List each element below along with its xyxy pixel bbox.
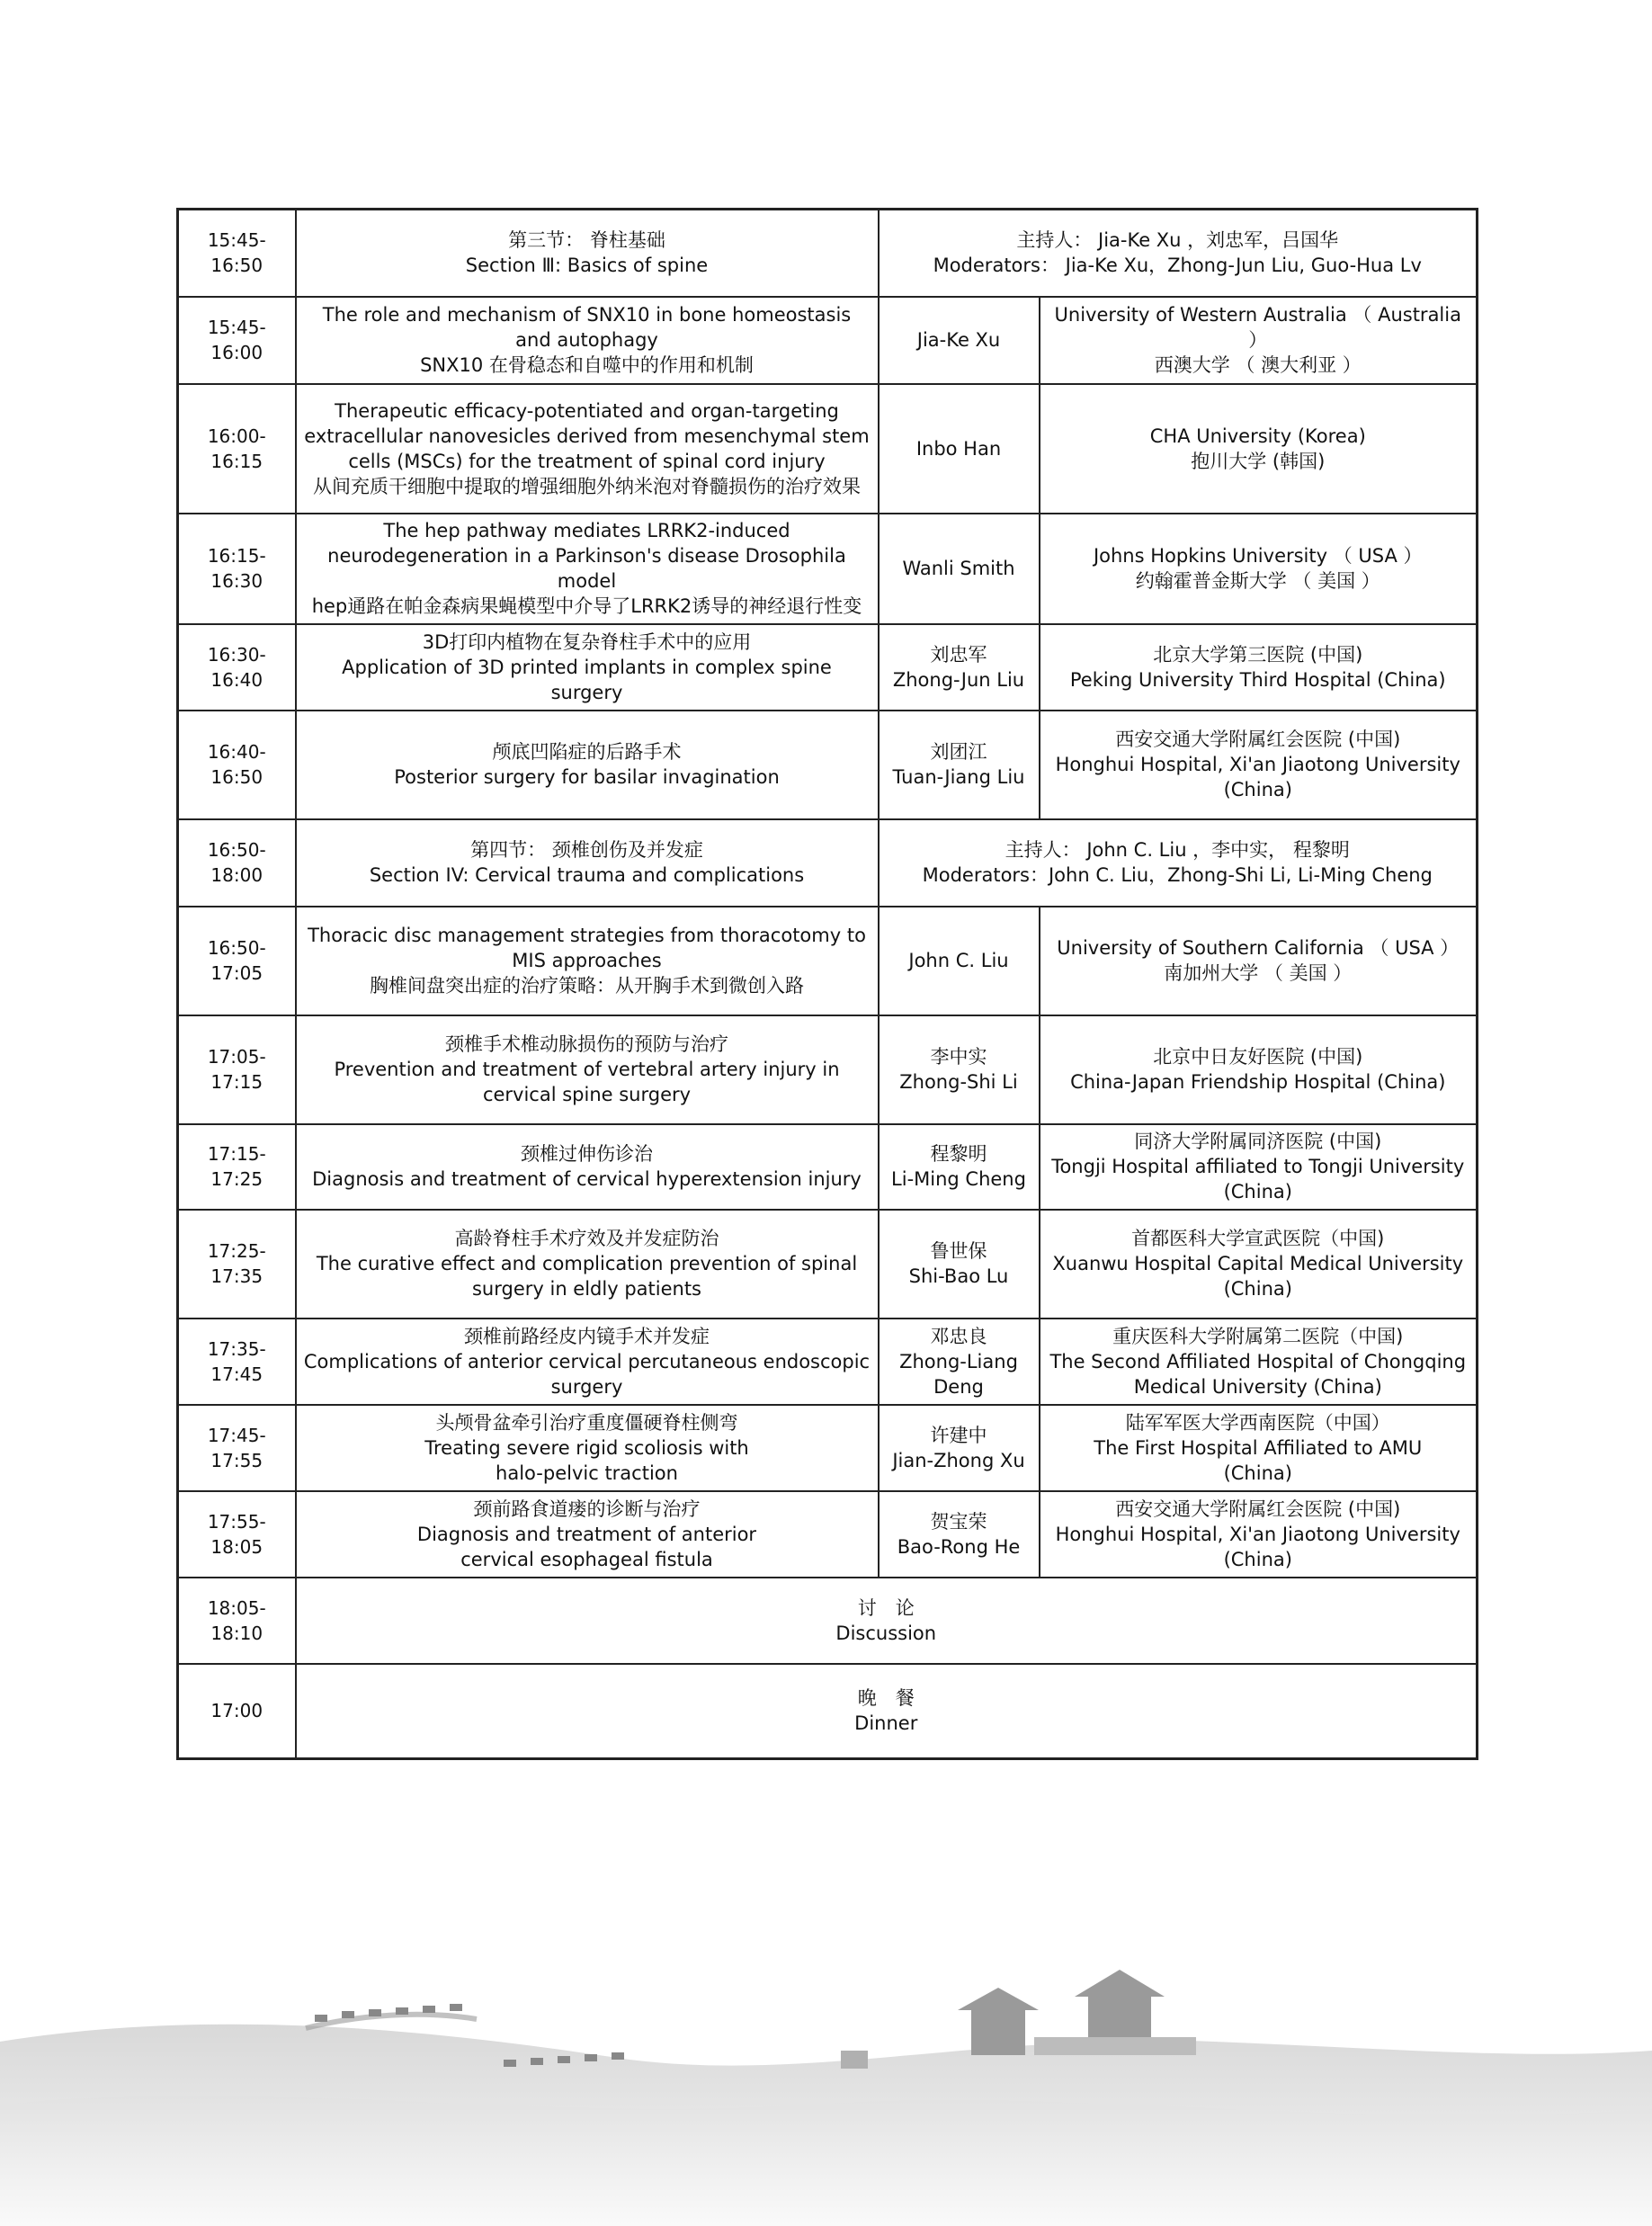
break-label xyxy=(296,1664,1478,1759)
affiliation-line: Xuanwu Hospital Capital Medical University (China) xyxy=(1052,1253,1464,1300)
speaker-name xyxy=(879,624,1040,711)
speaker-name-line: Wanli Smith xyxy=(902,558,1015,579)
affiliation-line: 西安交通大学附属红会医院 (中国) xyxy=(1115,729,1401,750)
affiliation-line: 西澳大学 （ 澳大利亚 ） xyxy=(1154,354,1362,376)
talk-title-line: 颈前路食道瘘的诊断与治疗 xyxy=(473,1497,701,1520)
affiliation-line: 西安交通大学附属红会医院 (中国) xyxy=(1115,1497,1401,1520)
break-label-line: Discussion xyxy=(835,1622,937,1644)
affiliation-line: 同济大学附属同济医院 (中国) xyxy=(1134,1131,1382,1152)
time-slot: 16:40-16:50 xyxy=(178,711,296,819)
affiliation-line: Honghui Hospital, Xi'an Jiaotong University (China) xyxy=(1055,754,1460,800)
speaker-name-line: 鲁世保 xyxy=(930,1240,987,1262)
talk-title-line: Thoracic disc management strategies from thoracotomy to MIS approaches xyxy=(308,925,866,971)
moderators-line: Moderators： Jia-Ke Xu，Zhong-Jun Liu, Guo-Hua Lv xyxy=(933,255,1422,277)
talk-title-line: 颈椎前路经皮内镜手术并发症 xyxy=(464,1325,710,1347)
affiliation-line: University of Southern California （ USA ） xyxy=(1057,937,1460,959)
speaker-name-line: Tuan-Jiang Liu xyxy=(892,766,1025,788)
talk-title xyxy=(296,1015,879,1124)
speaker-name-line: John C. Liu xyxy=(908,950,1009,971)
talk-title xyxy=(296,907,879,1015)
talk-title xyxy=(296,514,879,624)
affiliation-line: 抱川大学 (韩国) xyxy=(1191,450,1326,472)
talk-title-line: hep通路在帕金森病果蝇模型中介导了LRRK2诱导的神经退行性变 xyxy=(311,595,862,617)
section-title-line: 第四节： 颈椎创伤及并发症 xyxy=(470,839,703,861)
pagoda-icon xyxy=(841,1970,1196,2069)
talk-row xyxy=(178,711,1478,819)
section-title xyxy=(296,210,879,297)
speaker-name-line: 程黎明 xyxy=(930,1143,987,1165)
talk-title-line: Prevention and treatment of vertebral artery injury in cervical spine surgery xyxy=(334,1059,840,1105)
time-slot: 15:45-16:00 xyxy=(178,297,296,384)
affiliation-line: Tongji Hospital affiliated to Tongji University (China) xyxy=(1051,1156,1465,1202)
talk-title xyxy=(296,1491,879,1578)
talk-row xyxy=(178,1015,1478,1124)
talk-row xyxy=(178,624,1478,711)
moderators-line: 主持人： Jia-Ke Xu ，刘忠军，吕国华 xyxy=(1016,229,1339,252)
speaker-name-line: Zhong-Jun Liu xyxy=(892,668,1025,691)
talk-title-line: Complications of anterior cervical percutaneous endoscopic surgery xyxy=(303,1350,871,1398)
talk-row xyxy=(178,1210,1478,1319)
talk-row xyxy=(178,297,1478,384)
talk-title-line: 颈椎手术椎动脉损伤的预防与治疗 xyxy=(445,1033,728,1055)
talk-title-line: 颅底凹陷症的后路手术 xyxy=(492,741,682,763)
talk-title-line: Treating severe rigid scoliosis with xyxy=(424,1436,749,1459)
speaker-name-line: 贺宝荣 xyxy=(930,1510,987,1533)
break-row xyxy=(178,1578,1478,1664)
talk-title-line: Application of 3D printed implants in complex spine surgery xyxy=(342,656,832,703)
affiliation-line: 北京中日友好医院 (中国) xyxy=(1153,1046,1363,1068)
section-title-line: Section Ⅲ: Basics of spine xyxy=(465,255,709,277)
talk-title-line: 从间充质干细胞中提取的增强细胞外纳米泡对脊髓损伤的治疗效果 xyxy=(313,475,861,497)
affiliation-line: (China) xyxy=(1223,1462,1292,1484)
affiliation xyxy=(1040,384,1478,514)
time-slot: 15:45-16:50 xyxy=(178,210,296,297)
talk-title xyxy=(296,624,879,711)
talk-title-line: SNX10 在骨稳态和自噬中的作用和机制 xyxy=(420,354,754,376)
talk-row xyxy=(178,514,1478,624)
affiliation xyxy=(1040,1015,1478,1124)
speaker-name-line: Jia-Ke Xu xyxy=(916,329,1001,351)
affiliation-line: The First Hospital Affiliated to AMU xyxy=(1094,1436,1423,1459)
talk-title-line: 头颅骨盆牵引治疗重度僵硬脊柱侧弯 xyxy=(435,1411,738,1434)
talk-title xyxy=(296,384,879,514)
affiliation xyxy=(1040,711,1478,819)
speaker-name-line: 许建中 xyxy=(930,1424,987,1446)
talk-row xyxy=(178,384,1478,514)
speaker-name-line: Inbo Han xyxy=(915,437,1002,460)
speaker-name-line: 刘忠军 xyxy=(930,643,987,666)
talk-title-line: halo-pelvic traction xyxy=(496,1462,678,1484)
break-label-line: 晚 餐 xyxy=(857,1687,915,1710)
speaker-name xyxy=(879,514,1040,624)
talk-title-line: Posterior surgery for basilar invagination xyxy=(394,766,780,788)
speaker-name-line: Bao-Rong He xyxy=(897,1535,1021,1558)
affiliation-line: 北京大学第三医院 (中国) xyxy=(1153,643,1363,666)
affiliation-line: CHA University (Korea) xyxy=(1149,425,1366,447)
speaker-name-line: 邓忠良 xyxy=(930,1325,987,1347)
affiliation xyxy=(1040,1124,1478,1210)
schedule-table xyxy=(176,208,1478,1760)
affiliation-line: 重庆医科大学附属第二医院（中国) xyxy=(1112,1325,1404,1347)
affiliation-line: 陆军军医大学西南医院（中国） xyxy=(1125,1411,1390,1434)
speaker-name xyxy=(879,907,1040,1015)
talk-title-line: 高龄脊柱手术疗效及并发症防治 xyxy=(454,1228,719,1249)
speaker-name xyxy=(879,1124,1040,1210)
affiliation xyxy=(1040,514,1478,624)
desert-landscape-icon xyxy=(0,1925,1652,2226)
talk-title-line: 颈椎过伸伤诊治 xyxy=(521,1143,653,1165)
speaker-name xyxy=(879,711,1040,819)
speaker-name-line: Jian-Zhong Xu xyxy=(892,1449,1025,1471)
affiliation-line: 约翰霍普金斯大学 （ 美国 ） xyxy=(1135,570,1380,592)
time-slot: 17:55-18:05 xyxy=(178,1491,296,1578)
moderators-line: 主持人： John C. Liu ，李中实， 程黎明 xyxy=(1005,839,1350,861)
affiliation-line: Johns Hopkins University （ USA ） xyxy=(1093,545,1423,567)
talk-title xyxy=(296,1405,879,1491)
time-slot: 16:00-16:15 xyxy=(178,384,296,514)
time-slot: 17:25-17:35 xyxy=(178,1210,296,1319)
affiliation xyxy=(1040,1405,1478,1491)
speaker-name-line: Shi-Bao Lu xyxy=(908,1265,1009,1287)
speaker-name xyxy=(879,1405,1040,1491)
affiliation-line: (China) xyxy=(1223,1548,1292,1570)
break-label-line: 讨 论 xyxy=(857,1596,915,1619)
time-slot: 18:05-18:10 xyxy=(178,1578,296,1664)
time-slot: 16:50-18:00 xyxy=(178,819,296,907)
talk-title-line: 胸椎间盘突出症的治疗策略：从开胸手术到微创入路 xyxy=(370,975,804,997)
section-title-line: 第三节： 脊柱基础 xyxy=(508,229,665,252)
speaker-name xyxy=(879,384,1040,514)
talk-row xyxy=(178,907,1478,1015)
time-slot: 17:15-17:25 xyxy=(178,1124,296,1210)
break-label xyxy=(296,1578,1478,1664)
section-title-line: Section IV: Cervical trauma and complications xyxy=(369,864,805,886)
talk-title-line: Therapeutic efficacy-potentiated and organ-targeting extracellular nanovesicles derived from mesenchymal stem cells (MSCs) for the treatment of spinal cord injury xyxy=(304,399,870,472)
talk-title xyxy=(296,297,879,384)
speaker-name xyxy=(879,1015,1040,1124)
talk-row xyxy=(178,1491,1478,1578)
talk-title xyxy=(296,1319,879,1405)
speaker-name-line: Li-Ming Cheng xyxy=(891,1168,1026,1190)
affiliation-line: Peking University Third Hospital (China) xyxy=(1069,668,1446,691)
break-label-line: Dinner xyxy=(854,1712,918,1735)
speaker-name-line: 刘团江 xyxy=(930,741,987,763)
talk-title xyxy=(296,711,879,819)
schedule-rows xyxy=(178,210,1478,1759)
talk-title-line: cervical esophageal fistula xyxy=(460,1548,713,1570)
talk-title xyxy=(296,1210,879,1319)
section-row xyxy=(178,819,1478,907)
speaker-name xyxy=(879,1210,1040,1319)
affiliation-line: University of Western Australia （ Australia ） xyxy=(1054,304,1461,351)
affiliation-line: 首都医科大学宣武医院（中国) xyxy=(1131,1228,1385,1249)
speaker-name xyxy=(879,1491,1040,1578)
affiliation xyxy=(1040,624,1478,711)
speaker-name-line: 李中实 xyxy=(930,1046,987,1068)
section-row xyxy=(178,210,1478,297)
time-slot: 16:30-16:40 xyxy=(178,624,296,711)
talk-title-line: Diagnosis and treatment of cervical hyperextension injury xyxy=(312,1168,862,1190)
speaker-name-line: Zhong-Liang xyxy=(899,1350,1018,1372)
talk-title-line: The curative effect and complication prevention of spinal surgery in eldly patients xyxy=(316,1253,858,1300)
talk-row xyxy=(178,1319,1478,1405)
time-slot: 16:50-17:05 xyxy=(178,907,296,1015)
talk-title-line: Diagnosis and treatment of anterior xyxy=(416,1523,757,1545)
affiliation xyxy=(1040,297,1478,384)
talk-title-line: The role and mechanism of SNX10 in bone homeostasis and autophagy xyxy=(322,304,852,351)
moderators-line: Moderators：John C. Liu，Zhong-Shi Li, Li-Ming Cheng xyxy=(922,864,1433,886)
speaker-name-line: Deng xyxy=(933,1375,984,1398)
talk-title xyxy=(296,1124,879,1210)
affiliation-line: 南加州大学 （ 美国 ） xyxy=(1164,962,1353,984)
affiliation xyxy=(1040,1210,1478,1319)
affiliation xyxy=(1040,907,1478,1015)
affiliation-line: The Second Affiliated Hospital of Chongqing Medical University (China) xyxy=(1049,1350,1467,1398)
speaker-name xyxy=(879,297,1040,384)
affiliation xyxy=(1040,1319,1478,1405)
speaker-name-line: Zhong-Shi Li xyxy=(899,1071,1018,1093)
affiliation-line: China-Japan Friendship Hospital (China) xyxy=(1070,1071,1446,1093)
moderators xyxy=(879,819,1478,907)
break-row xyxy=(178,1664,1478,1759)
talk-row xyxy=(178,1124,1478,1210)
talk-title-line: The hep pathway mediates LRRK2-induced neurodegeneration in a Parkinson's disease Drosophila model xyxy=(327,520,846,592)
talk-title-line: 3D打印内植物在复杂脊柱手术中的应用 xyxy=(422,630,752,653)
section-title xyxy=(296,819,879,907)
time-slot: 17:35-17:45 xyxy=(178,1319,296,1405)
time-slot: 17:05-17:15 xyxy=(178,1015,296,1124)
affiliation-line: Honghui Hospital, Xi'an Jiaotong University xyxy=(1055,1523,1460,1545)
talk-row xyxy=(178,1405,1478,1491)
time-slot: 17:00 xyxy=(178,1664,296,1759)
time-slot: 16:15-16:30 xyxy=(178,514,296,624)
speaker-name xyxy=(879,1319,1040,1405)
moderators xyxy=(879,210,1478,297)
time-slot: 17:45-17:55 xyxy=(178,1405,296,1491)
affiliation xyxy=(1040,1491,1478,1578)
